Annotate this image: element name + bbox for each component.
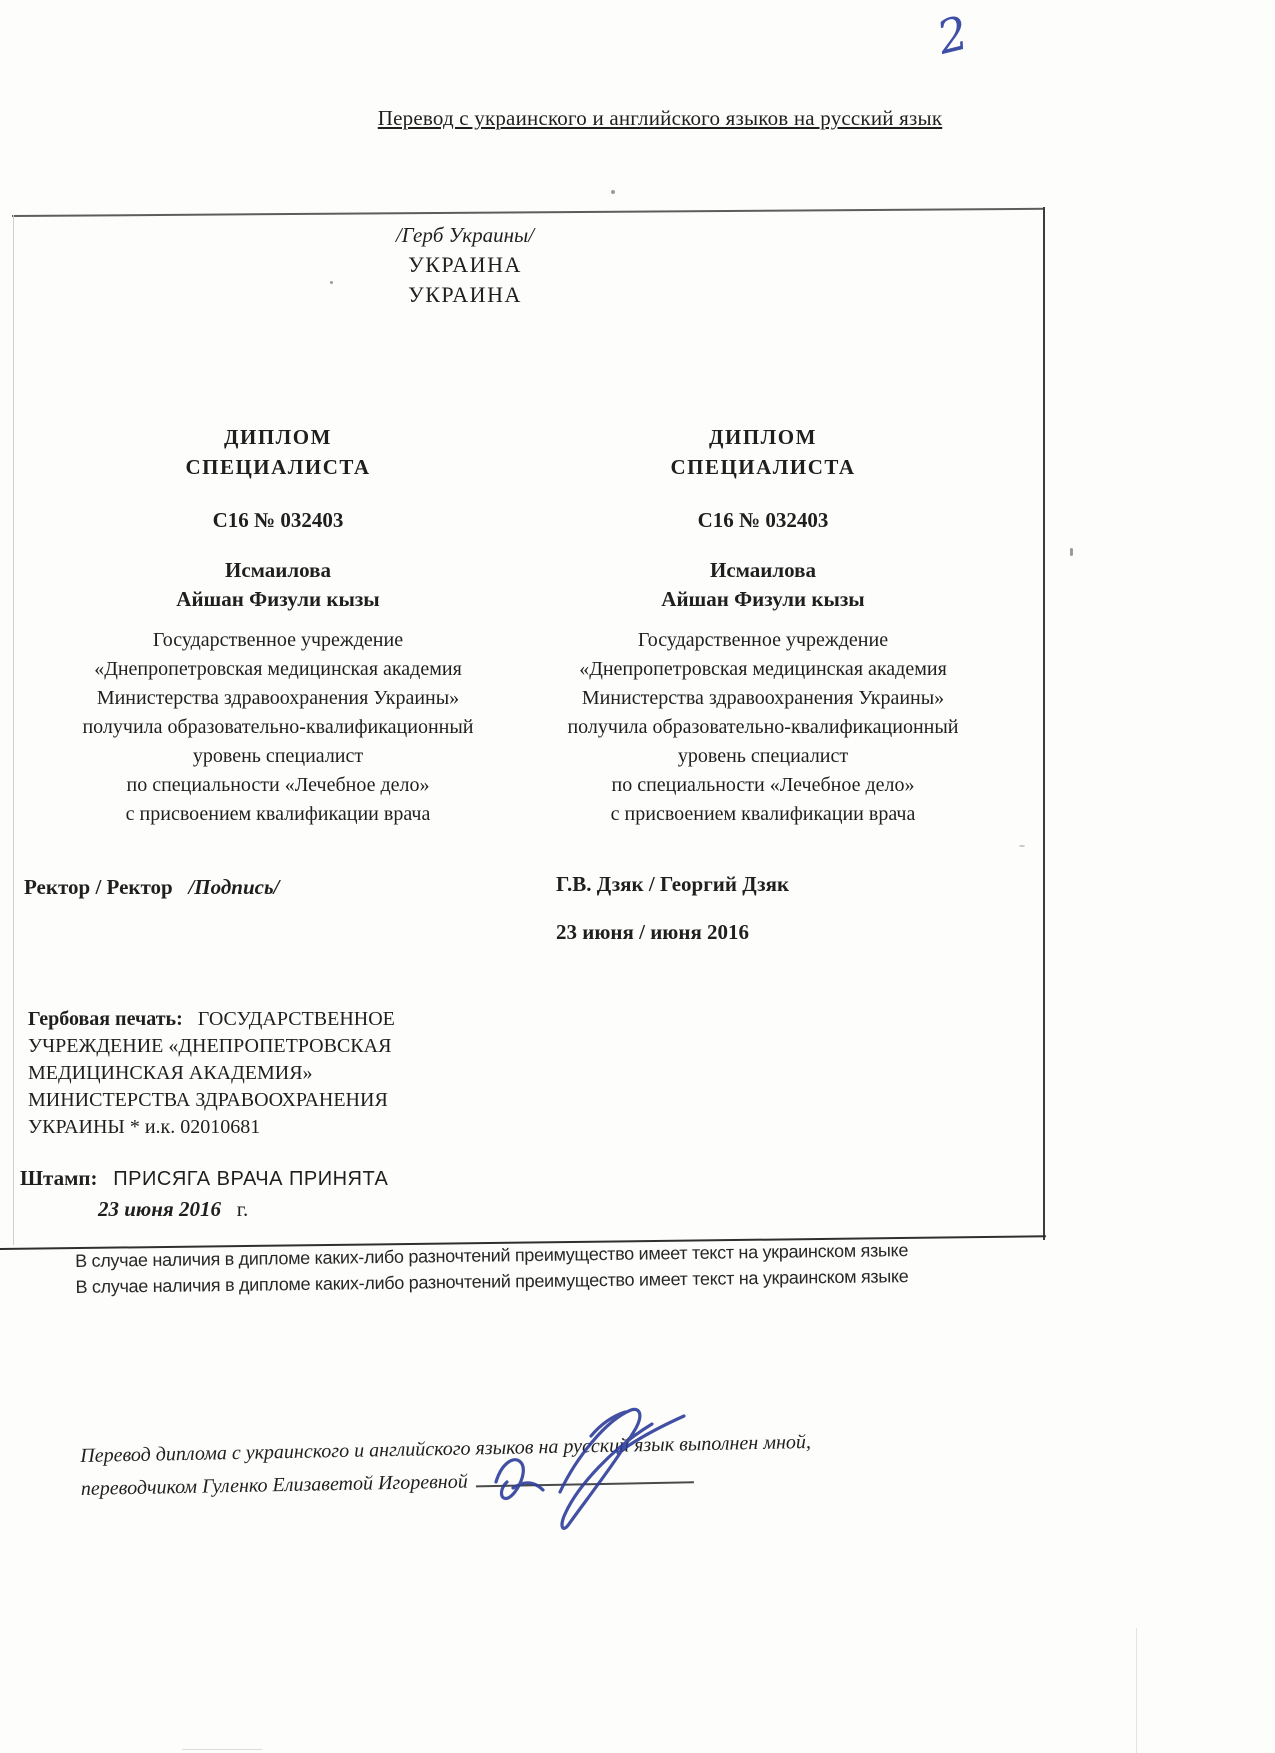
emblem-block [240, 220, 690, 310]
discrepancy-note-block [75, 1237, 1006, 1300]
body-line: по специальности «Лечебное дело» [126, 774, 430, 796]
stamp-date: 23 июня 2016 [98, 1197, 221, 1221]
holder-given-names: Айшан Физули кызы [176, 587, 380, 611]
handwritten-page-number: 2 [931, 5, 974, 65]
stamp-description [20, 1166, 388, 1191]
country-name-line1: УКРАИНА [408, 252, 522, 277]
body-line: получила образовательно-квалификационный [567, 716, 959, 738]
issue-date: 23 июня / июня 2016 [556, 920, 750, 944]
official-seal-description [28, 1006, 460, 1141]
translator-signature-ink [468, 1396, 748, 1556]
translator-line1: Перевод диплома с украинского и английского языков на русский язык выполнен мной, [80, 1430, 812, 1467]
diploma-title-line2: СПЕЦИАЛИСТА [185, 455, 371, 479]
rector-name: Г.В. Дзяк / Георгий Дзяк [556, 872, 790, 896]
translation-header: Перевод с украинского и английского языков на русский язык [377, 106, 943, 130]
diploma-serial-number: С16 № 032403 [212, 508, 344, 532]
body-line: по специальности «Лечебное дело» [611, 774, 915, 796]
page-edge-artifact [1136, 1628, 1137, 1753]
certificate-frame-top [12, 208, 1045, 217]
diploma-title-line2: СПЕЦИАЛИСТА [670, 455, 856, 479]
body-line: с присвоением квалификации врача [610, 803, 916, 825]
scan-speck [611, 190, 615, 194]
body-line: Министерства здравоохранения Украины» [581, 687, 945, 709]
holder-surname: Исмаилова [224, 558, 331, 582]
body-line: Государственное учреждение [152, 629, 404, 651]
page-edge-artifact [182, 1749, 262, 1750]
emblem-note: /Герб Украины/ [395, 223, 535, 247]
country-name-line2: УКРАИНА [408, 282, 522, 307]
scan-speck [330, 281, 333, 284]
stamp-date-suffix: г. [236, 1197, 249, 1221]
body-line: Министерства здравоохранения Украины» [96, 687, 460, 709]
body-line: уровень специалист [192, 745, 364, 767]
certificate-frame-right [1043, 207, 1045, 1240]
body-line: получила образовательно-квалификационный [82, 716, 474, 738]
diploma-title-line1: ДИПЛОМ [224, 425, 332, 449]
diploma-column-right [523, 422, 1003, 829]
scan-speck [1070, 548, 1073, 556]
stamp-date-line [98, 1197, 248, 1222]
scan-speck [1019, 845, 1025, 847]
diploma-body-paragraph [523, 626, 1003, 829]
body-line: «Днепропетровская медицинская академия [579, 658, 947, 680]
translator-line2: переводчиком Гуленко Елизаветой Игоревной [80, 1470, 468, 1500]
seal-text: ГОСУДАРСТВЕННОЕ УЧРЕЖДЕНИЕ «ДНЕПРОПЕТРОВСКАЯ МЕДИЦИНСКАЯ АКАДЕМИЯ» МИНИСТЕРСТВА ЗДРАВООХРАНЕНИЯ УКРАИНЫ * и.к. 02010681 [28, 1008, 395, 1138]
diploma-title-line1: ДИПЛОМ [709, 425, 817, 449]
stamp-text: ПРИСЯГА ВРАЧА ПРИНЯТА [113, 1168, 389, 1190]
rector-signature-line [24, 875, 279, 900]
body-line: «Днепропетровская медицинская академия [94, 658, 462, 680]
seal-label: Гербовая печать: [28, 1008, 183, 1030]
holder-name [38, 556, 518, 614]
body-line: уровень специалист [677, 745, 849, 767]
rector-label: Ректор / Ректор [24, 875, 173, 899]
diploma-column-left [38, 422, 518, 829]
discrepancy-note-line2: В случае наличия в дипломе каких-либо разночтений преимущество имеет текст на украинском языке [75, 1265, 909, 1297]
discrepancy-note-line1: В случае наличия в дипломе каких-либо разночтений преимущество имеет текст на украинском языке [75, 1240, 909, 1271]
certificate-frame-left [13, 215, 14, 1245]
holder-given-names: Айшан Физули кызы [661, 587, 865, 611]
holder-surname: Исмаилова [709, 558, 816, 582]
body-line: Государственное учреждение [637, 629, 889, 651]
diploma-serial-number: С16 № 032403 [697, 508, 829, 532]
diploma-body-paragraph [38, 626, 518, 829]
signature-placeholder-note: /Подпись/ [188, 875, 280, 899]
holder-name [523, 556, 1003, 614]
stamp-label: Штамп: [20, 1166, 98, 1190]
body-line: с присвоением квалификации врача [125, 803, 431, 825]
